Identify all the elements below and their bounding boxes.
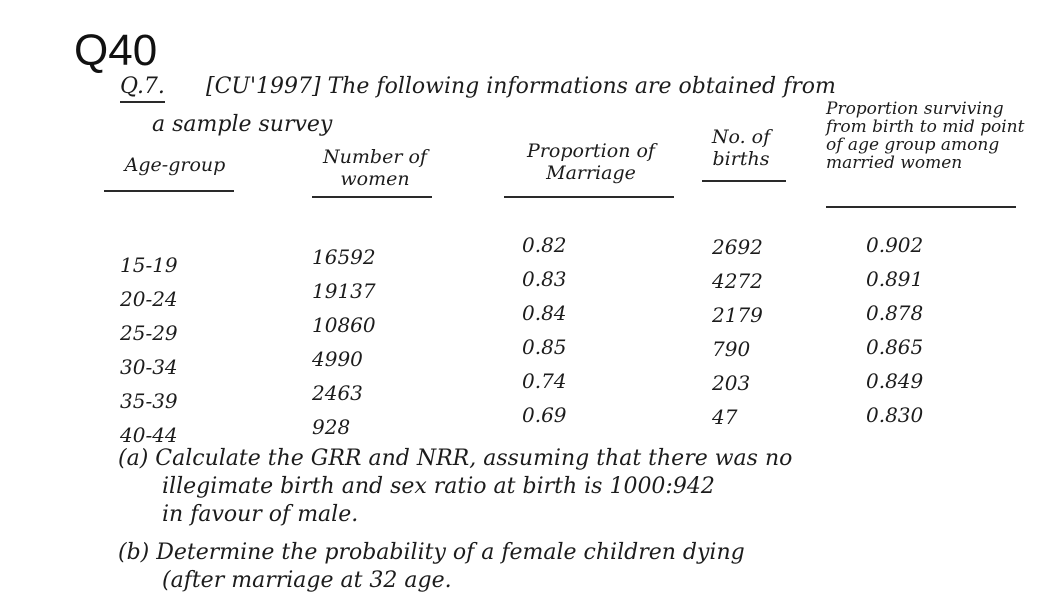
header-age-group: Age-group [124, 154, 226, 176]
table-cell-surviving: 0.849 [866, 369, 924, 393]
header-age-rule [104, 190, 234, 192]
table-cell-marriage: 0.82 [522, 233, 567, 257]
table-cell-women: 19137 [312, 279, 376, 303]
column-women [312, 240, 376, 444]
table-cell-births: 2692 [712, 235, 763, 259]
header-marriage-rule [504, 196, 674, 198]
table-cell-age: 15-19 [120, 253, 178, 277]
part-a-line2: illegimate birth and sex ratio at birth is 1000:942 [162, 474, 715, 499]
header-marriage: Proportion of Marriage [527, 140, 655, 184]
header-surviving-rule [826, 206, 1016, 208]
table-cell-marriage: 0.83 [522, 267, 567, 291]
table-cell-births: 47 [712, 405, 738, 429]
intro-line1: [CU'1997] The following informations are obtained from [206, 74, 836, 99]
column-births [712, 230, 763, 434]
header-surviving: Proportion surviving from birth to mid point of age group among married women [826, 99, 1025, 173]
header-women-rule [312, 196, 432, 198]
part-b-line1: (b) Determine the probability of a female children dying [118, 540, 745, 565]
table-cell-surviving: 0.891 [866, 267, 924, 291]
table-cell-births: 4272 [712, 269, 763, 293]
header-births: No. of births [711, 126, 771, 170]
table-cell-marriage: 0.74 [522, 369, 567, 393]
column-marriage [522, 228, 567, 432]
table-cell-women: 2463 [312, 381, 363, 405]
part-a-line3: in favour of male. [162, 502, 359, 527]
part-b-line2: (after marriage at 32 age. [162, 568, 452, 593]
table-cell-women: 4990 [312, 347, 363, 371]
table-cell-births: 203 [712, 371, 751, 395]
intro-line2: a sample survey [152, 112, 333, 137]
table-cell-births: 790 [712, 337, 751, 361]
table-cell-surviving: 0.878 [866, 301, 924, 325]
table-cell-age: 40-44 [120, 423, 178, 447]
table-cell-women: 928 [312, 415, 351, 439]
table-cell-age: 20-24 [120, 287, 178, 311]
table-cell-women: 10860 [312, 313, 376, 337]
part-a-line1: (a) Calculate the GRR and NRR, assuming that there was no [118, 446, 793, 471]
table-cell-age: 35-39 [120, 389, 178, 413]
table-cell-surviving: 0.865 [866, 335, 924, 359]
table-cell-surviving: 0.830 [866, 403, 924, 427]
table-cell-surviving: 0.902 [866, 233, 924, 257]
table-cell-births: 2179 [712, 303, 763, 327]
table-cell-age: 30-34 [120, 355, 178, 379]
table-cell-age: 25-29 [120, 321, 178, 345]
header-births-rule [702, 180, 786, 182]
intro-label: Q.7. [120, 74, 165, 99]
column-age [120, 248, 178, 452]
column-surviving [866, 228, 923, 432]
table-cell-marriage: 0.85 [522, 335, 567, 359]
header-women: Number of women [323, 146, 427, 190]
table-cell-women: 16592 [312, 245, 376, 269]
table-cell-marriage: 0.84 [522, 301, 567, 325]
question-number: Q40 [74, 26, 158, 75]
table-cell-marriage: 0.69 [522, 403, 567, 427]
